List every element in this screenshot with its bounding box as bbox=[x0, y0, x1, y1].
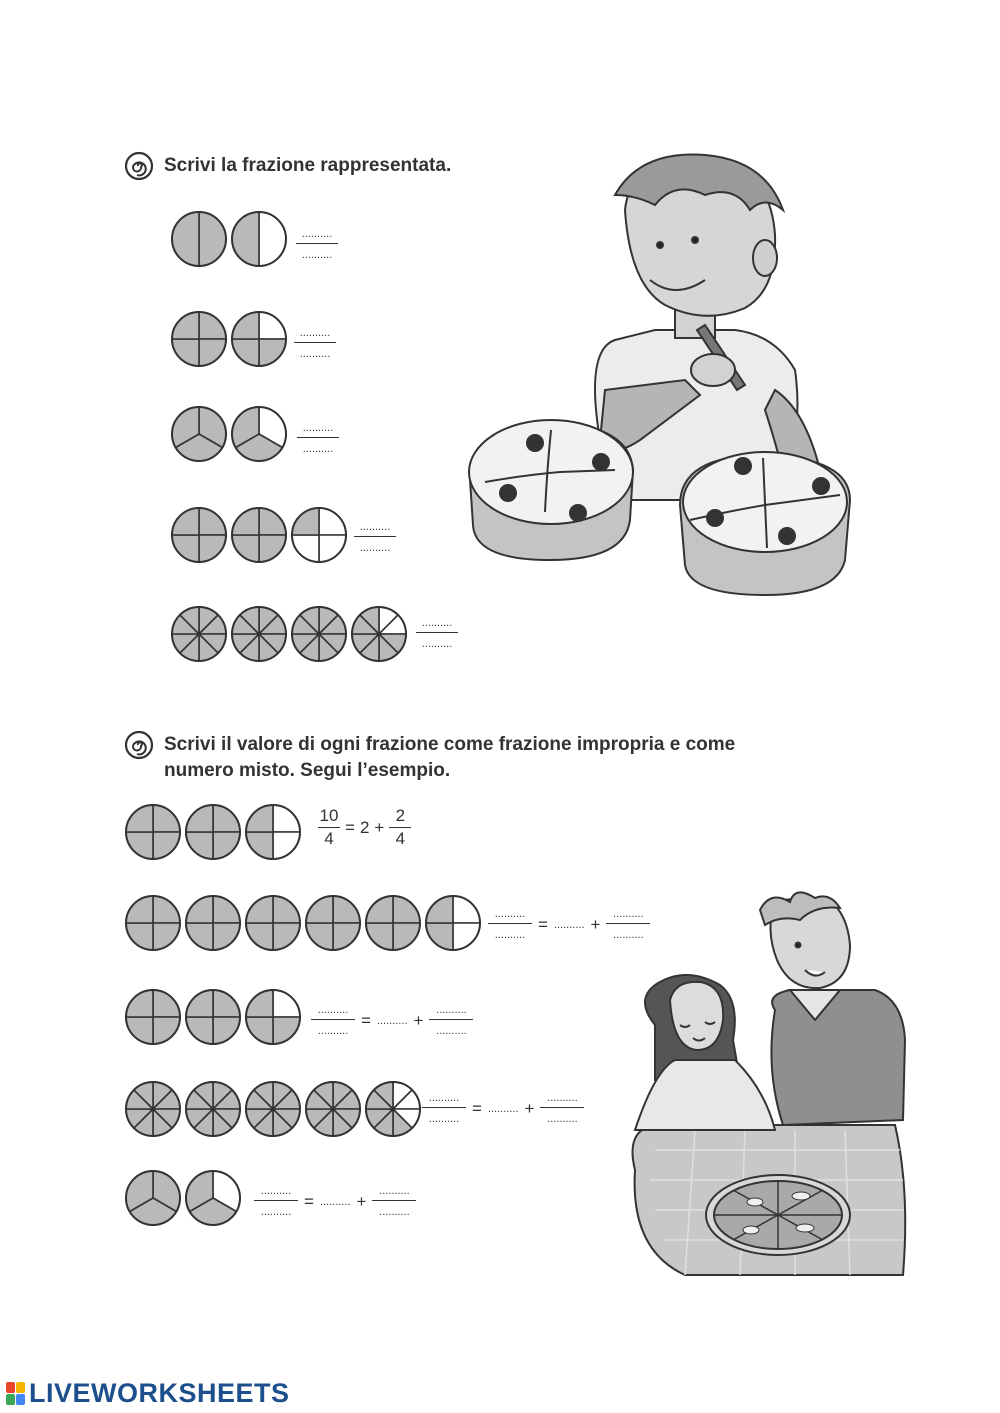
fraction-circle bbox=[186, 896, 240, 950]
fraction-circles bbox=[170, 310, 290, 370]
section1-title-text: Scrivi la frazione rappresentata. bbox=[164, 155, 452, 176]
equals-sign: = bbox=[304, 1191, 314, 1211]
fraction-circle bbox=[232, 212, 286, 266]
example-whole: 2 bbox=[359, 817, 370, 837]
boy-with-cakes-illustration bbox=[465, 140, 855, 600]
shaded-slice bbox=[172, 212, 199, 266]
plus-sign: + bbox=[590, 914, 601, 934]
equals-sign: = bbox=[538, 914, 548, 934]
fraction-circles bbox=[170, 210, 290, 270]
empty-slice bbox=[259, 212, 286, 266]
fraction-circles bbox=[124, 988, 304, 1048]
example-numerator: 10 bbox=[319, 806, 339, 825]
fraction-bar bbox=[311, 1019, 355, 1020]
example-rem-numerator: 2 bbox=[395, 806, 406, 825]
remainder-fraction-answer[interactable] bbox=[540, 1092, 584, 1125]
example-remainder-fraction bbox=[389, 807, 411, 848]
fraction-circle bbox=[126, 990, 180, 1044]
fraction-circle bbox=[366, 1082, 420, 1136]
fraction-bar bbox=[318, 827, 340, 828]
denominator-blank[interactable]: .......... bbox=[359, 542, 391, 554]
numerator-blank[interactable]: .......... bbox=[613, 908, 644, 920]
shaded-slice bbox=[232, 212, 259, 266]
worked-example bbox=[318, 807, 411, 848]
denominator-blank[interactable]: .......... bbox=[428, 1113, 460, 1125]
fraction-circle bbox=[126, 1171, 180, 1225]
swirl-icon bbox=[124, 151, 154, 181]
fraction-circle bbox=[126, 805, 180, 859]
example-improper-fraction bbox=[318, 807, 340, 848]
numerator-blank[interactable]: .......... bbox=[547, 1092, 578, 1104]
equals-sign: = bbox=[472, 1098, 482, 1118]
fraction-bar bbox=[416, 632, 458, 633]
fraction-circle bbox=[172, 508, 226, 562]
improper-fraction-answer[interactable] bbox=[254, 1185, 298, 1218]
numerator-blank[interactable]: .......... bbox=[317, 1004, 349, 1016]
whole-blank[interactable]: .......... bbox=[319, 1195, 351, 1208]
fraction-bar bbox=[372, 1200, 416, 1201]
fraction-bar bbox=[354, 536, 396, 537]
whole-blank[interactable]: .......... bbox=[487, 1102, 519, 1115]
equals-sign: = bbox=[361, 1010, 371, 1030]
answer-fraction[interactable] bbox=[296, 228, 338, 261]
fraction-bar bbox=[294, 342, 336, 343]
denominator-blank[interactable]: .......... bbox=[260, 1206, 292, 1218]
fraction-circle bbox=[186, 1171, 240, 1225]
fraction-circle bbox=[126, 1082, 180, 1136]
numerator-blank[interactable]: .......... bbox=[379, 1185, 410, 1197]
numerator-blank[interactable]: .......... bbox=[494, 908, 526, 920]
answer-fraction[interactable] bbox=[354, 521, 396, 554]
section1-title bbox=[124, 153, 451, 181]
answer-fraction[interactable] bbox=[294, 327, 336, 360]
fraction-bar bbox=[389, 827, 411, 828]
fraction-circle bbox=[126, 896, 180, 950]
improper-fraction-answer[interactable] bbox=[422, 1092, 466, 1125]
fraction-circles bbox=[170, 605, 410, 665]
section2-title-text bbox=[164, 732, 735, 784]
fraction-bar bbox=[429, 1019, 473, 1020]
fraction-circle bbox=[306, 1082, 360, 1136]
fraction-circle bbox=[232, 508, 286, 562]
denominator-blank[interactable]: .......... bbox=[317, 1025, 349, 1037]
denominator-blank[interactable]: .......... bbox=[421, 638, 453, 650]
whole-blank[interactable]: .......... bbox=[376, 1014, 408, 1027]
denominator-blank[interactable]: .......... bbox=[436, 1025, 467, 1037]
fraction-circle bbox=[306, 896, 360, 950]
plus-sign: + bbox=[524, 1098, 535, 1118]
numerator-blank[interactable]: .......... bbox=[260, 1185, 292, 1197]
denominator-blank[interactable]: .......... bbox=[379, 1206, 410, 1218]
fraction-circle bbox=[186, 805, 240, 859]
denominator-blank[interactable]: .......... bbox=[299, 348, 331, 360]
mixed-number-answer bbox=[422, 1092, 584, 1125]
remainder-fraction-answer[interactable] bbox=[429, 1004, 473, 1037]
fraction-circle bbox=[246, 1082, 300, 1136]
children-with-pizza-illustration bbox=[615, 890, 910, 1280]
numerator-blank[interactable]: .......... bbox=[301, 228, 333, 240]
denominator-blank[interactable]: .......... bbox=[301, 249, 333, 261]
example-rem-denominator: 4 bbox=[395, 829, 406, 848]
fraction-circle bbox=[246, 805, 300, 859]
numerator-blank[interactable]: .......... bbox=[428, 1092, 460, 1104]
fraction-circle bbox=[292, 607, 346, 661]
plus-sign: + bbox=[356, 1191, 367, 1211]
fraction-circle bbox=[352, 607, 406, 661]
fraction-circle bbox=[246, 990, 300, 1044]
fraction-circle bbox=[232, 607, 286, 661]
fraction-bar bbox=[297, 437, 339, 438]
fraction-circles bbox=[124, 1169, 244, 1229]
denominator-blank[interactable]: .......... bbox=[494, 929, 526, 941]
mixed-number-answer bbox=[311, 1004, 473, 1037]
example-denominator: 4 bbox=[324, 829, 334, 848]
fraction-circles bbox=[124, 894, 484, 954]
improper-fraction-answer[interactable] bbox=[311, 1004, 355, 1037]
improper-fraction-answer[interactable] bbox=[488, 908, 532, 941]
fraction-bar bbox=[422, 1107, 466, 1108]
fraction-bar bbox=[540, 1107, 584, 1108]
fraction-circles bbox=[170, 506, 350, 566]
liveworksheets-logo[interactable] bbox=[6, 1378, 290, 1409]
denominator-blank[interactable]: .......... bbox=[547, 1113, 578, 1125]
fraction-bar bbox=[488, 923, 532, 924]
fraction-circle bbox=[232, 407, 286, 461]
plus-sign: + bbox=[413, 1010, 424, 1030]
fraction-circle bbox=[172, 407, 226, 461]
fraction-bar bbox=[296, 243, 338, 244]
fraction-circle bbox=[186, 1082, 240, 1136]
mixed-number-answer bbox=[254, 1185, 416, 1218]
plus-sign: + bbox=[374, 817, 385, 837]
whole-blank[interactable]: .......... bbox=[553, 918, 585, 931]
fraction-circles bbox=[124, 803, 304, 863]
fraction-circle bbox=[366, 896, 420, 950]
fraction-bar bbox=[254, 1200, 298, 1201]
section2-title-line1: Scrivi il valore di ogni frazione come frazione impropria e come bbox=[164, 734, 736, 755]
equals-sign: = bbox=[345, 817, 355, 837]
fraction-circle bbox=[172, 607, 226, 661]
numerator-blank[interactable]: .......... bbox=[359, 521, 391, 533]
fraction-circle bbox=[246, 896, 300, 950]
remainder-fraction-answer[interactable] bbox=[372, 1185, 416, 1218]
fraction-circles bbox=[170, 405, 290, 465]
shaded-slice bbox=[199, 212, 226, 266]
fraction-circles bbox=[124, 1080, 424, 1140]
denominator-blank[interactable]: .......... bbox=[302, 443, 334, 455]
denominator-blank[interactable]: .......... bbox=[613, 929, 644, 941]
section2-title bbox=[124, 732, 735, 784]
swirl-icon bbox=[124, 730, 154, 760]
numerator-blank[interactable]: .......... bbox=[421, 617, 453, 629]
numerator-blank[interactable]: .......... bbox=[299, 327, 331, 339]
numerator-blank[interactable]: .......... bbox=[302, 422, 334, 434]
fraction-circle bbox=[186, 990, 240, 1044]
logo-icon bbox=[6, 1382, 25, 1405]
answer-fraction[interactable] bbox=[416, 617, 458, 650]
logo-text: LIVEWORKSHEETS bbox=[29, 1378, 290, 1408]
answer-fraction[interactable] bbox=[297, 422, 339, 455]
fraction-circle bbox=[232, 312, 286, 366]
fraction-circle bbox=[292, 508, 346, 562]
numerator-blank[interactable]: .......... bbox=[436, 1004, 467, 1016]
fraction-circle bbox=[172, 212, 226, 266]
section2-title-line2: numero misto. Segui l’esempio. bbox=[164, 760, 451, 781]
fraction-circle bbox=[426, 896, 480, 950]
fraction-circle bbox=[172, 312, 226, 366]
